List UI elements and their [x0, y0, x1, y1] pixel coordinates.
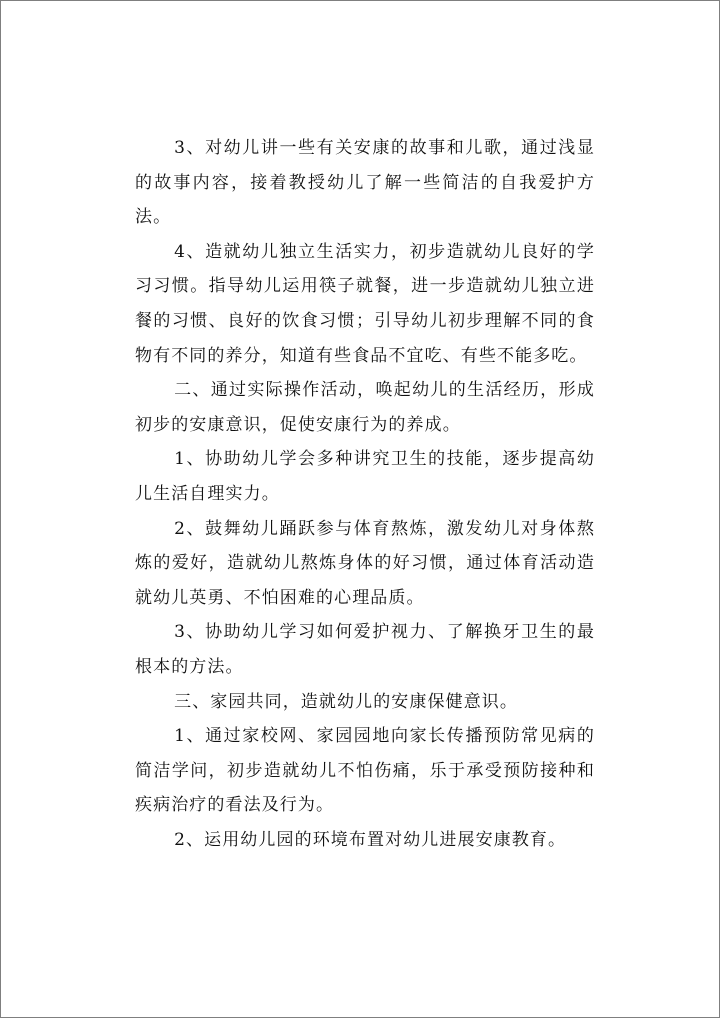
- paragraph-safety-stories: 3、对幼儿讲一些有关安康的故事和儿歌，通过浅显的故事内容，接着教授幼儿了解一些简洁的自我爱护方法。: [135, 138, 595, 228]
- paragraph-physical-exercise: 2、鼓舞幼儿踊跃参与体育熬炼，激发幼儿对身体熬炼的爱好，造就幼儿熬炼身体的好习惯，通过体育活动造就幼儿英勇、不怕困难的心理品质。: [135, 518, 595, 608]
- section-heading-practical-activities: 二、通过实际操作活动，唤起幼儿的生活经历，形成初步的安康意识，促使安康行为的养成。: [135, 380, 595, 435]
- paragraph-environment-education: 2、运用幼儿园的环境布置对幼儿进展安康教育。: [174, 829, 567, 850]
- paragraph-independent-living: 4、造就幼儿独立生活实力，初步造就幼儿良好的学习习惯。指导幼儿运用筷子就餐，进一步造就幼儿独立进餐的习惯、良好的饮食习惯；引导幼儿初步理解不同的食物有不同的养分，知道有些食品不宜吃、有些不能多吃。: [135, 241, 595, 366]
- section-heading-home-school: 三、家园共同，造就幼儿的安康保健意识。: [174, 691, 518, 712]
- paragraph-disease-prevention: 1、通过家校网、家园园地向家长传播预防常见病的简洁学问，初步造就幼儿不怕伤痛，乐于承受预防接种和疾病治疗的看法及行为。: [135, 726, 595, 816]
- paragraph-eyesight-teeth: 3、协助幼儿学习如何爱护视力、了解换牙卫生的最根本的方法。: [135, 622, 595, 677]
- document-body: [135, 131, 595, 857]
- paragraph-hygiene-skills: 1、协助幼儿学会多种讲究卫生的技能，逐步提高幼儿生活自理实力。: [135, 449, 595, 504]
